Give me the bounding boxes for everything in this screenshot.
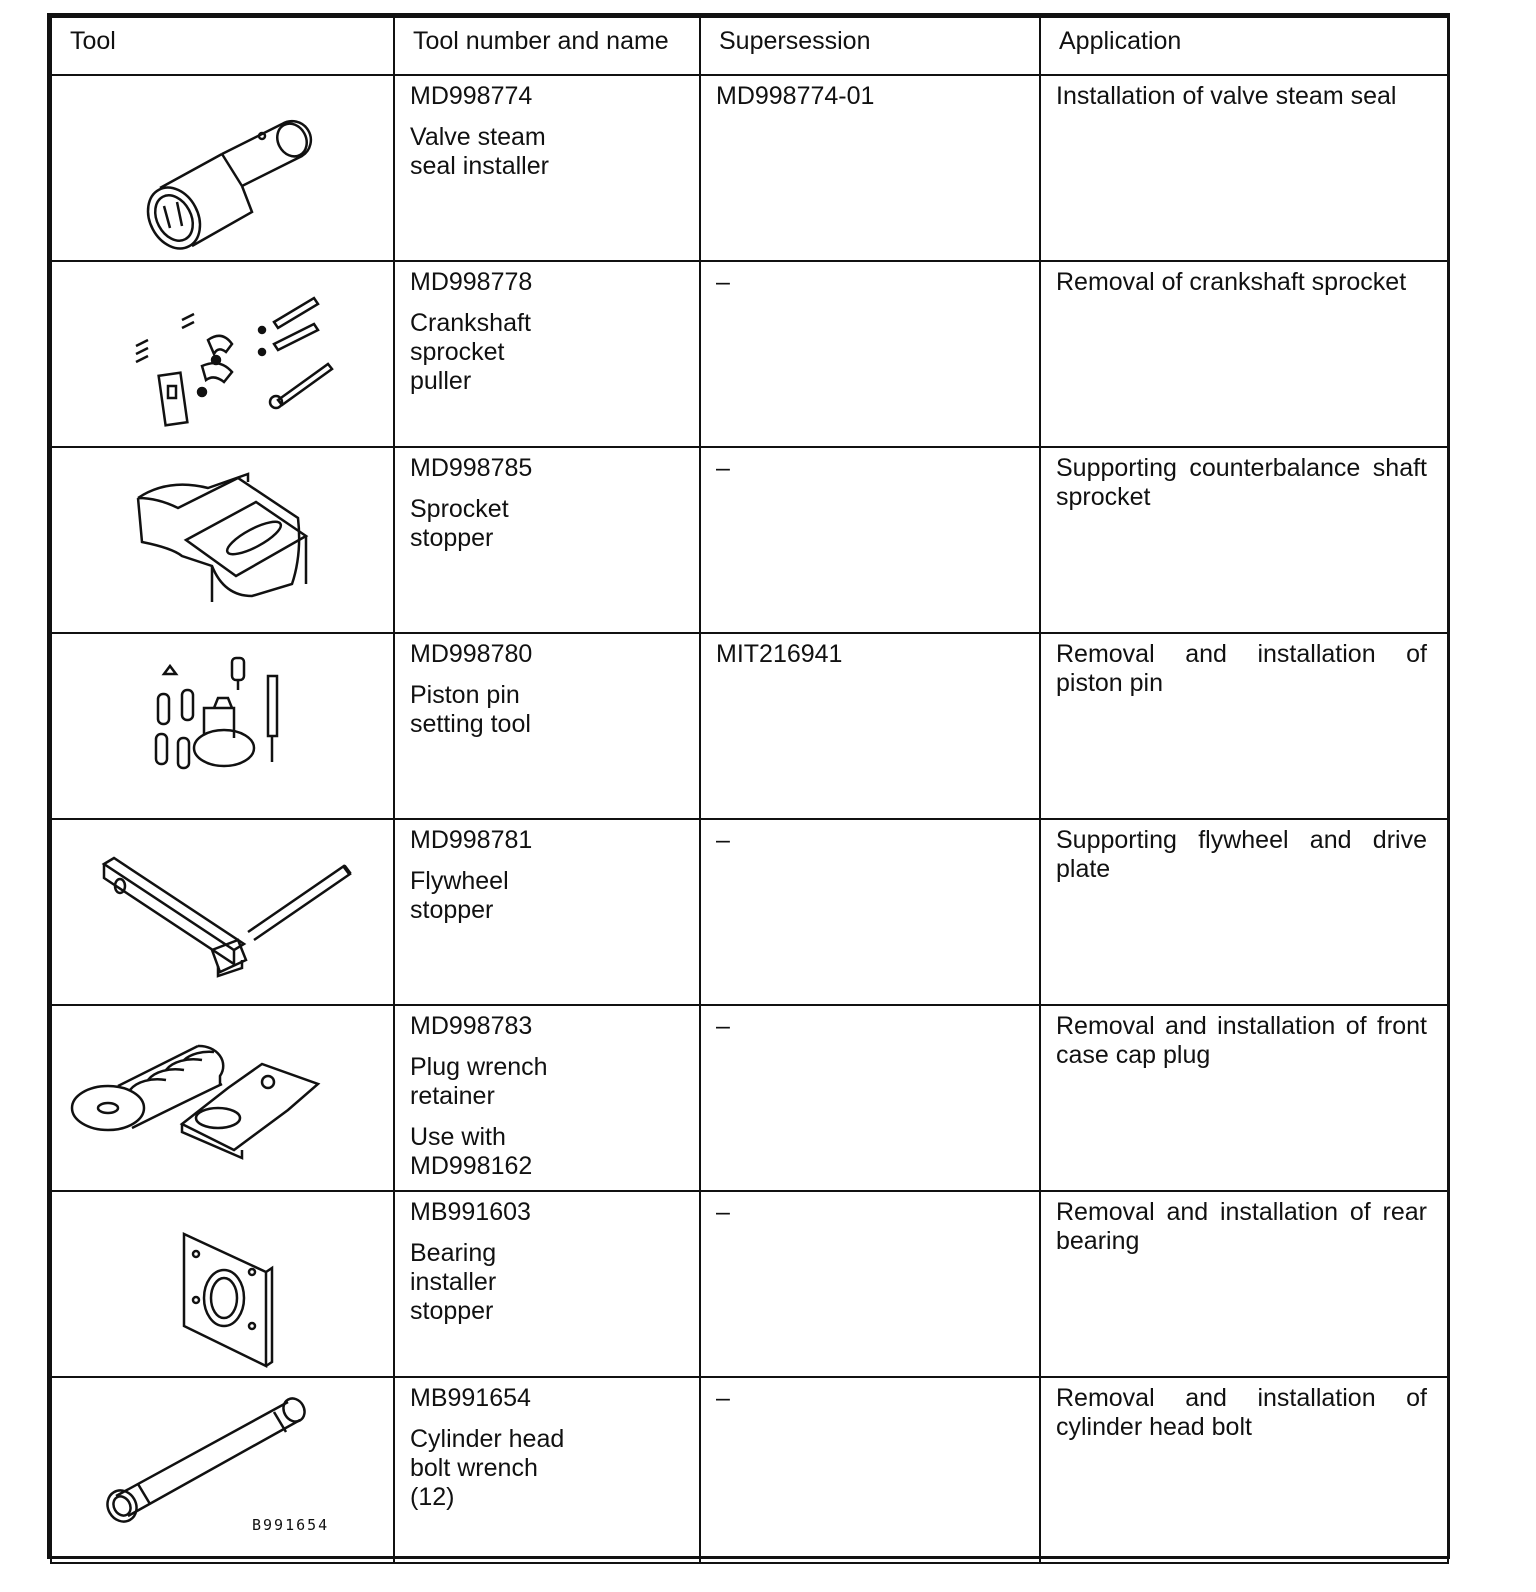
table-row	[51, 1377, 1448, 1563]
application-cell: Removal and installation of cylinder head bolt	[1040, 1377, 1448, 1563]
table-row	[51, 75, 1448, 261]
valve-stem-seal-installer-icon	[52, 76, 392, 262]
tool-number-name-cell	[394, 1191, 700, 1377]
tool-name: Crankshaft sprocket puller	[410, 309, 531, 395]
tool-illustration-cell	[51, 1191, 394, 1377]
tool-number: MD998785	[410, 454, 533, 482]
header-tool: Tool	[51, 17, 394, 75]
supersession-cell: –	[700, 1377, 1040, 1563]
tool-illustration-cell	[51, 447, 394, 633]
header-application: Application	[1040, 17, 1448, 75]
supersession-cell: –	[700, 819, 1040, 1005]
tool-name: Flywheel stopper	[410, 867, 509, 924]
tool-number: MB991654	[410, 1384, 531, 1412]
tool-number-name-cell	[394, 261, 700, 447]
supersession-cell: –	[700, 1005, 1040, 1191]
sprocket-stopper-icon	[52, 448, 392, 634]
tool-name: Piston pin setting tool	[410, 681, 531, 738]
tool-illustration-cell	[51, 633, 394, 819]
tool-name: Sprocket stopper	[410, 495, 509, 552]
table-row	[51, 447, 1448, 633]
header-tool-number-and-name: Tool number and name	[394, 17, 700, 75]
tool-number: MD998781	[410, 826, 533, 854]
tool-name: Cylinder head bolt wrench (12)	[410, 1425, 565, 1511]
tool-number-name-cell	[394, 75, 700, 261]
special-tools-table	[50, 16, 1449, 1564]
table-row	[51, 261, 1448, 447]
table-row	[51, 633, 1448, 819]
special-tools-table-frame	[47, 13, 1450, 1559]
application-cell: Installation of valve steam seal	[1040, 75, 1448, 261]
tool-number-name-cell	[394, 447, 700, 633]
supersession-cell: MIT216941	[700, 633, 1040, 819]
supersession-cell: –	[700, 1191, 1040, 1377]
application-cell: Removal of crankshaft sprocket	[1040, 261, 1448, 447]
cylinder-head-bolt-wrench-icon	[52, 1378, 392, 1564]
header-supersession: Supersession	[700, 17, 1040, 75]
header-row	[51, 17, 1448, 75]
table-row	[51, 1191, 1448, 1377]
tool-name: Bearing installer stopper	[410, 1239, 497, 1325]
tool-number-name-cell	[394, 819, 700, 1005]
tool-number: MD998778	[410, 268, 533, 296]
tool-illustration-cell	[51, 1377, 394, 1563]
flywheel-stopper-icon	[52, 820, 392, 1006]
piston-pin-setting-tool-icon	[52, 634, 392, 820]
tool-number: MD998783	[410, 1012, 533, 1040]
table-row	[51, 1005, 1448, 1191]
tool-number-name-cell	[394, 1005, 700, 1191]
application-cell: Removal and installation of rear bearing	[1040, 1191, 1448, 1377]
tool-number: MD998774	[410, 82, 533, 110]
supersession-cell: –	[700, 261, 1040, 447]
tool-use-with-note: Use with MD998162	[410, 1123, 533, 1180]
illustration-code: B991654	[252, 1516, 330, 1534]
application-cell: Removal and installation of piston pin	[1040, 633, 1448, 819]
tool-number-name-cell	[394, 1377, 700, 1563]
crankshaft-sprocket-puller-icon	[52, 262, 392, 448]
application-cell: Supporting counterbalance shaft sprocket	[1040, 447, 1448, 633]
tool-number: MB991603	[410, 1198, 531, 1226]
tool-name: Plug wrench retainer	[410, 1053, 548, 1110]
tool-illustration-cell	[51, 261, 394, 447]
plug-wrench-retainer-icon	[52, 1006, 392, 1192]
tool-number-name-cell	[394, 633, 700, 819]
tool-illustration-cell	[51, 1005, 394, 1191]
supersession-cell: MD998774-01	[700, 75, 1040, 261]
tool-illustration-cell	[51, 75, 394, 261]
supersession-cell: –	[700, 447, 1040, 633]
application-cell: Supporting flywheel and drive plate	[1040, 819, 1448, 1005]
application-cell: Removal and installation of front case cap plug	[1040, 1005, 1448, 1191]
tool-illustration-cell	[51, 819, 394, 1005]
tool-name: Valve steam seal installer	[410, 123, 549, 180]
table-row	[51, 819, 1448, 1005]
tool-number: MD998780	[410, 640, 533, 668]
bearing-installer-stopper-icon	[52, 1192, 392, 1378]
